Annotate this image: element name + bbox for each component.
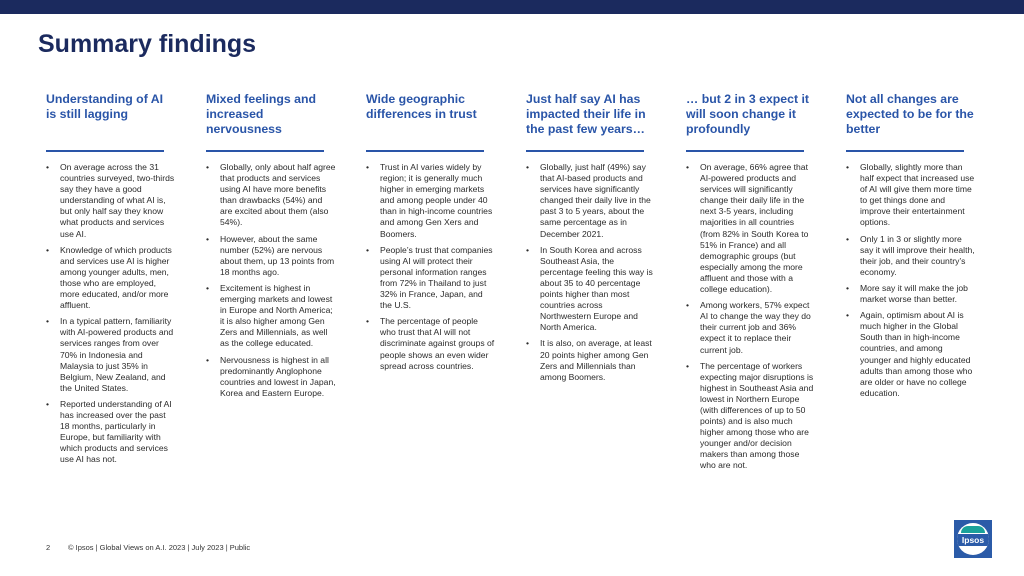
column-divider (846, 150, 964, 152)
column-divider (206, 150, 324, 152)
findings-columns (36, 92, 991, 502)
column-divider (46, 150, 164, 152)
bullet-item: • Knowledge of which products and services use AI is higher among younger adults, men, those who are employed, more educated, and/or more affluent. (36, 245, 176, 312)
page-title: Summary findings (38, 30, 257, 58)
column-heading: Wide geographic differences in trust (366, 92, 477, 121)
bullet-item: • The percentage of people who trust that AI will not discriminate against groups of people shows an even wider spread across countries. (356, 316, 496, 371)
bullet-item: • In a typical pattern, familiarity with AI-powered products and services ranges from over 70% in Indonesia and Malaysia to just 35% in Belgium, New Zealand, and the United States. (36, 316, 176, 394)
bullet-item: • It is also, on average, at least 20 points higher among Gen Zers and Millennials than among Boomers. (516, 338, 656, 382)
column-heading: Not all changes are expected to be for the better (846, 92, 974, 136)
bullet-list (676, 162, 816, 472)
bullet-item: • On average, 66% agree that AI-powered products and services will significantly change their daily life in the next 3-5 years, including majorities in all countries (from 82% in South Korea to 51% in France) and all demographic groups (but especially among the more affluent and those with a college education). (676, 162, 816, 295)
footer (46, 543, 250, 552)
bullet-list (36, 162, 176, 465)
column-geographic-trust (356, 92, 496, 377)
logo-circle (957, 523, 989, 555)
bullet-item: • Again, optimism about AI is much higher in the Global South than in high-income countries, and among younger and highly educated adults than among those who are older or have no college education. (836, 310, 976, 399)
bullet-item: • Globally, slightly more than half expect that increased use of AI will give them more time to get things done and improve their entertainment options. (836, 162, 976, 229)
column-impact-past (516, 92, 656, 388)
top-bar (0, 0, 1024, 14)
bullet-list (516, 162, 656, 383)
bullet-item: • However, about the same number (52%) are nervous about them, up 13 points from 18 months ago. (196, 234, 336, 278)
column-heading: Just half say AI has impacted their life in the past few years… (526, 92, 646, 136)
bullet-item: • Globally, just half (49%) say that AI-based products and services have significantly changed their daily live in the past 3 to 5 years, about the same percentage as in December 2021. (516, 162, 656, 240)
logo-text: Ipsos (961, 535, 985, 545)
column-heading: Mixed feelings and increased nervousness (206, 92, 317, 136)
bullet-item: • Only 1 in 3 or slightly more say it will improve their health, their job, and their country’s economy. (836, 234, 976, 278)
bullet-item: • People’s trust that companies using AI will protect their personal information ranges from 72% in Thailand to just 32% in France, Japan, and the U.S. (356, 245, 496, 312)
column-heading: … but 2 in 3 expect it will soon change it profoundly (686, 92, 809, 136)
logo-arc (961, 526, 985, 533)
column-future-change (676, 92, 816, 477)
bullet-item: • Nervousness is highest in all predominantly Anglophone countries and lowest in Japan, Korea and Eastern Europe. (196, 355, 336, 399)
column-divider (686, 150, 804, 152)
column-divider (366, 150, 484, 152)
bullet-item: • Among workers, 57% expect AI to change the way they do their current job and 36% expect it to replace their current job. (676, 300, 816, 355)
page-number: 2 (46, 543, 51, 552)
bullet-item: • Trust in AI varies widely by region; it is generally much higher in emerging markets and among people under 40 than in high-income countries and among Gen Xers and Boomers. (356, 162, 496, 240)
bullet-list (196, 162, 336, 399)
footer-text: © Ipsos | Global Views on A.I. 2023 | July 2023 | Public (68, 543, 251, 552)
bullet-item: • The percentage of workers expecting major disruptions is highest in Southeast Asia and lowest in Northern Europe (with differences of up to 50 points) and is also much higher among those who are younger and/or decision makers than among those who are not. (676, 361, 816, 472)
column-mixed-feelings (196, 92, 336, 404)
column-divider (526, 150, 644, 152)
bullet-item: • In South Korea and across Southeast Asia, the percentage feeling this way is about 35 to 40 percentage points higher than most countries across Northwestern Europe and North America. (516, 245, 656, 334)
ipsos-logo (954, 520, 992, 558)
column-changes-better (836, 92, 976, 404)
column-heading: Understanding of AI is still lagging (46, 92, 164, 121)
bullet-list (356, 162, 496, 372)
bullet-list (836, 162, 976, 399)
bullet-item: • Reported understanding of AI has increased over the past 18 months, particularly in Europe, but familiarity with which products and services use AI has not. (36, 399, 176, 466)
bullet-item: • Globally, only about half agree that products and services using AI have more benefits than drawbacks (54%) and are excited about them (also 54%). (196, 162, 336, 229)
column-understanding (36, 92, 176, 470)
bullet-item: • On average across the 31 countries surveyed, two-thirds say they have a good understanding of what AI is, but only half say they know what products and services use AI. (36, 162, 176, 240)
bullet-item: • Excitement is highest in emerging markets and lowest in Europe and North America; it is also higher among Gen Zers and Millennials, as well as the college educated. (196, 283, 336, 350)
bullet-item: • More say it will make the job market worse than better. (836, 283, 976, 305)
